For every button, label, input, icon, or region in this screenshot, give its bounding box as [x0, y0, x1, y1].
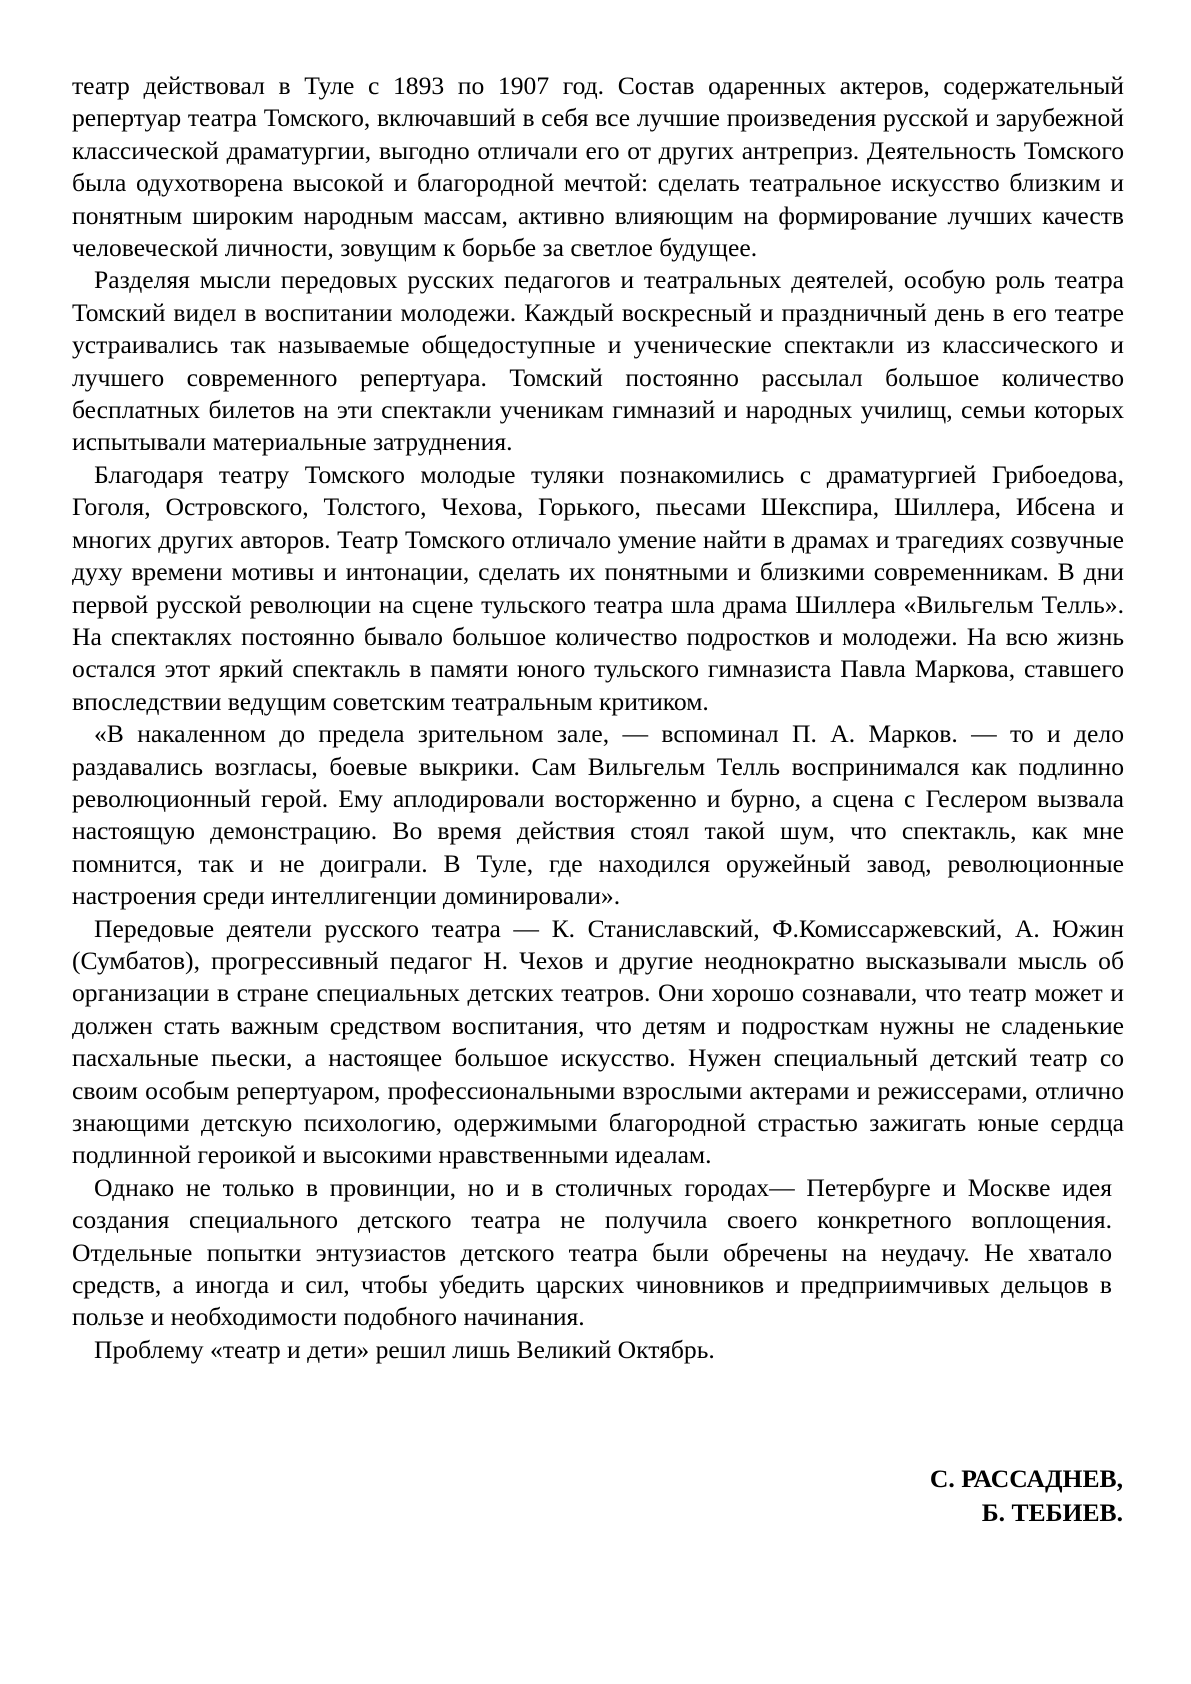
author-name-tebiev: Б. ТЕБИЕВ.	[981, 1498, 1123, 1527]
paragraph-repertoire: Благодаря театру Томского молодые туляки познакомились с драматургией Грибоедова, Гоголя, Островского, Толстого, Чехова, Горького, пьесами Шекспира, Шиллера, Ибсена и многих других авторов. Театр Томского отличало умение найти в драмах и трагедиях созвучные духу времени мотивы и интонации, сделать их понятными и близкими современникам. В дни первой русской революции на сцене тульского театра шла драма Шиллера «Вильгельм Телль». На спектаклях постоянно бывало большое количество подростков и молодежи. На всю жизнь остался этот яркий спектакль в памяти юного тульского гимназиста Павла Маркова, ставшего впоследствии ведущим советским театральным критиком.	[72, 459, 1124, 716]
paragraph-markov-quote: «В накаленном до предела зрительном зале, — вспоминал П. А. Марков. — то и дело раздавались возгласы, боевые выкрики. Сам Вильгельм Телль воспринимался как подлинно революционный герой. Ему аплодировали восторженно и бурно, а сцена с Геслером вызвала настоящую демонстрацию. Во время действия стоял такой шум, что спектакль, как мне помнится, так и не доиграли. В Туле, где находился оружейный завод, революционные настроения среди интеллигенции доминировали».	[72, 719, 1124, 911]
paragraph-tula-theatre: театр действовал в Туле с 1893 по 1907 год. Состав одаренных актеров, содержательный репертуар театра Томского, включавший в себя все лучшие произведения русской и зарубежной классической драматургии, выгодно отличали его от других антреприз. Деятельность Томского была одухотворена высокой и благородной мечтой: сделать театральное искусство близким и понятным широким народным массам, активно влияющим на формирование лучших качеств человеческой личности, зовущим к борьбе за светлое будущее.	[72, 71, 1124, 263]
article-body	[72, 70, 1124, 1366]
paragraph-childrens-theatre-idea: Передовые деятели русского театра — К. Станиславский, Ф.Комиссаржевский, А. Южин (Сумбатов), прогрессивный педагог Н. Чехов и другие неоднократно высказывали мысль об организации в стране специальных детских театров. Они хорошо сознавали, что театр может и должен стать важным средством воспитания, что детям и подросткам нужны не сладенькие пасхальные пьески, а настоящее большое искусство. Нужен специальный детский театр со своим особым репертуаром, профессиональными взрослыми актерами и режиссерами, отлично знающими детскую психологию, одержимыми благородной страстью зажигать юные сердца подлинной героикой и высокими нравственными идеалам.	[72, 913, 1124, 1170]
paragraph-capitals: Однако не только в провинции, но и в столичных городах— Петербурге и Москве идея создания специального детского театра не получила своего конкретного воплощения. Отдельные попытки энтузиастов детского театра были обречены на неудачу. Не хватало средств, а иногда и сил, чтобы убедить царских чиновников и предприимчивых дельцов в пользе и необходимости подобного начинания.	[72, 1172, 1112, 1332]
author-name-rassadnev: С. РАССАДНЕВ,	[929, 1464, 1123, 1493]
paragraph-conclusion: Проблему «театр и дети» решил лишь Великий Октябрь.	[94, 1334, 715, 1364]
author-signature	[930, 1462, 1123, 1530]
paragraph-youth-education: Разделяя мысли передовых русских педагогов и театральных деятелей, особую роль театра Томский видел в воспитании молодежи. Каждый воскресный и праздничный день в его театре устраивались так называемые общедоступные и ученические спектакли из классического и лучшего современного репертуара. Томский постоянно рассылал большое количество бесплатных билетов на эти спектакли ученикам гимназий и народных училищ, семьи которых испытывали материальные затруднения.	[72, 265, 1124, 457]
